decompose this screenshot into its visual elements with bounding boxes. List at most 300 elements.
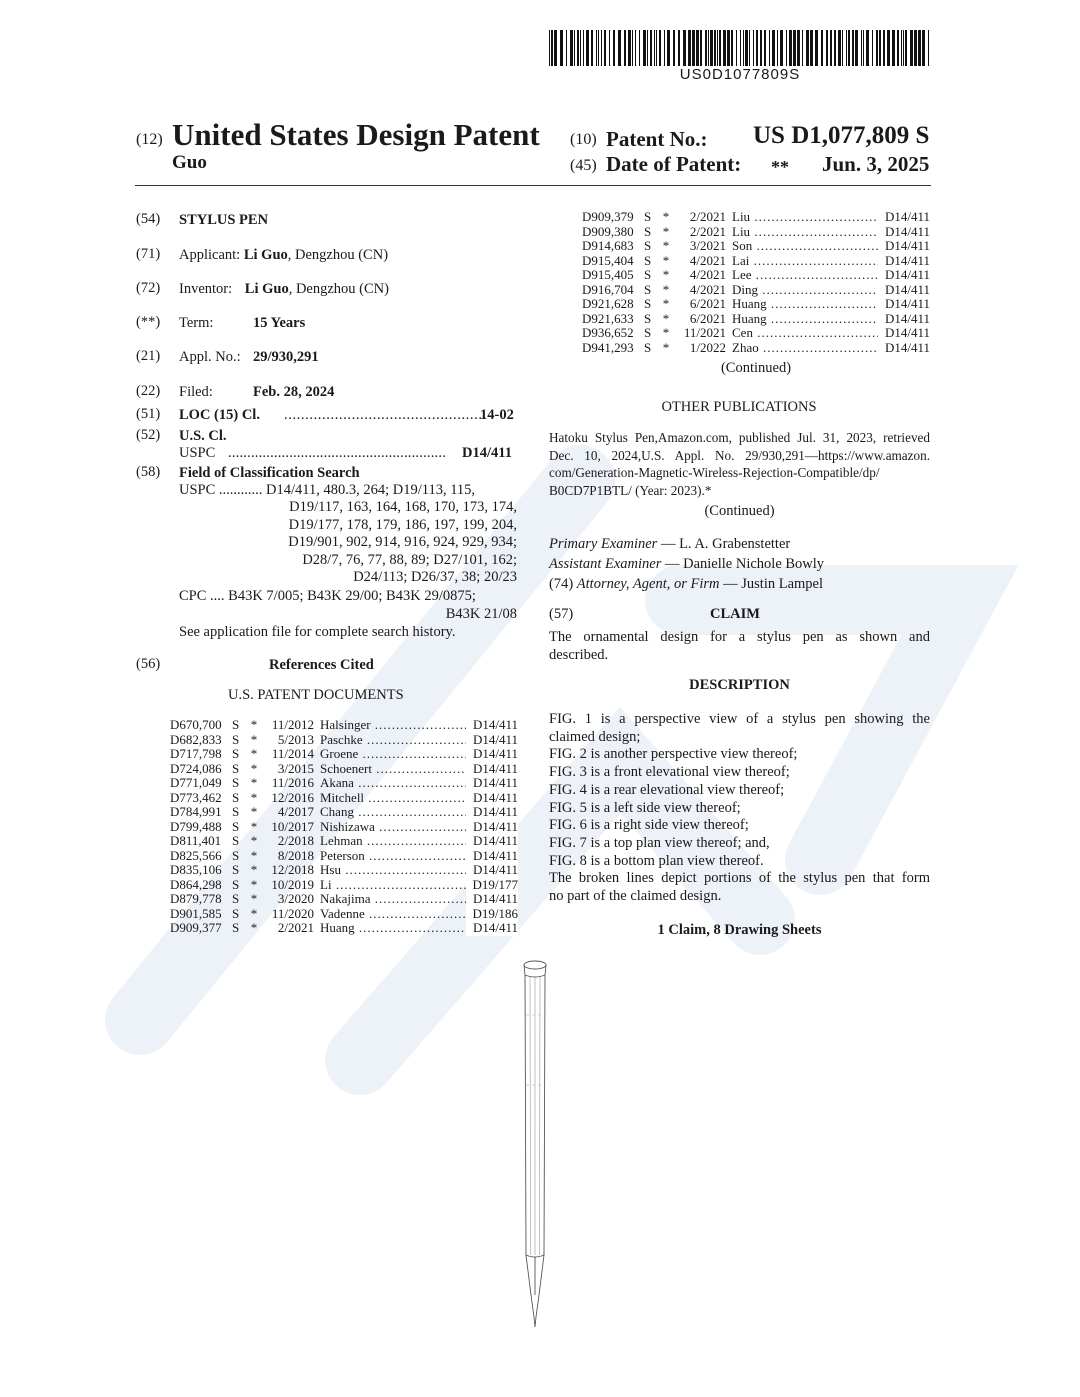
- reference-number: D682,833: [170, 731, 222, 747]
- reference-class: D14/411: [466, 718, 518, 733]
- reference-row: [170, 776, 518, 791]
- reference-cited-mark: *: [662, 223, 670, 239]
- reference-name: Nakajima .....: [320, 892, 466, 907]
- code-51: (51): [136, 406, 161, 422]
- reference-name: Hsu .....: [320, 863, 466, 878]
- barcode-bar: [650, 30, 652, 66]
- barcode-bar: [700, 30, 702, 66]
- reference-number: D915,404: [582, 252, 634, 268]
- reference-name: Mitchell .....: [320, 791, 466, 806]
- stylus-pen-drawing: [505, 955, 565, 1335]
- reference-number: D835,106: [170, 862, 222, 877]
- barcode-bar: [596, 30, 597, 66]
- barcode-bar: [601, 30, 602, 66]
- inventor-surname: Guo: [172, 152, 207, 173]
- assistant-examiner-label: Assistant Examiner: [549, 556, 662, 572]
- reference-date: 2/2021: [689, 209, 726, 224]
- barcode-bar: [727, 30, 730, 66]
- reference-row: [170, 820, 518, 835]
- reference-class: D14/411: [466, 776, 518, 791]
- title-of-design: STYLUS PEN: [179, 212, 269, 228]
- field-search-line: D28/7, 76, 77, 88, 89; D27/101, 162;: [302, 551, 517, 568]
- barcode-bar: [659, 30, 661, 66]
- reference-row: [170, 718, 518, 733]
- reference-cited-mark: *: [250, 804, 258, 819]
- barcode-bar: [772, 30, 775, 66]
- barcode-bar: [673, 30, 675, 66]
- barcode-bar: [664, 30, 665, 66]
- reference-number: D724,086: [170, 760, 222, 776]
- reference-name: Lai .....: [732, 254, 878, 269]
- reference-name: Son .....: [732, 239, 878, 254]
- reference-cited-mark: *: [662, 310, 670, 326]
- reference-date: 11/2021: [683, 325, 726, 340]
- reference-cited-mark: *: [662, 267, 670, 282]
- reference-number: D914,683: [582, 238, 634, 253]
- reference-kind: S: [644, 238, 652, 253]
- claim-text: [549, 629, 930, 664]
- reference-name: Paschke .....: [320, 733, 466, 748]
- reference-kind: S: [644, 310, 652, 326]
- reference-number: D773,462: [170, 789, 222, 805]
- barcode-bar: [848, 30, 850, 66]
- reference-name: Li .....: [320, 878, 466, 893]
- reference-kind: S: [232, 818, 240, 834]
- assistant-examiner-name: — Danielle Nichole Bowly: [661, 556, 825, 572]
- uspc-dots: .........................................................: [228, 445, 447, 461]
- uspc-value: D14/411: [462, 445, 512, 461]
- loc-dots: ................................................: [284, 407, 487, 423]
- reference-cited-mark: *: [662, 209, 670, 224]
- barcode-bar: [806, 30, 809, 66]
- barcode-bar: [745, 30, 748, 66]
- reference-class: D14/411: [466, 892, 518, 907]
- reference-kind: S: [232, 920, 240, 935]
- reference-class: D14/411: [878, 297, 930, 312]
- barcode-number: US0D1077809S: [679, 66, 801, 83]
- reference-date: 11/2016: [271, 775, 314, 790]
- reference-row: [582, 341, 930, 356]
- reference-number: D916,704: [582, 281, 634, 297]
- reference-name: Lehman .....: [320, 834, 466, 849]
- reference-row: [582, 268, 930, 283]
- barcode-bar: [777, 30, 778, 66]
- attorney-code: (74): [549, 576, 574, 592]
- reference-kind: S: [232, 862, 240, 877]
- appl-no-label: Appl. No.:: [179, 349, 241, 365]
- barcode-bar: [780, 30, 783, 66]
- reference-number: D921,633: [582, 310, 634, 326]
- reference-kind: S: [644, 296, 652, 311]
- reference-class: D14/411: [878, 341, 930, 356]
- barcode-bar: [656, 30, 657, 66]
- field-search-line: D19/117, 163, 164, 168, 170, 173, 174,: [289, 499, 517, 515]
- applicant-field: [179, 246, 388, 264]
- reference-date: 2/2018: [277, 833, 314, 848]
- pub-line: B0CD7P1BTL/ (Year: 2023).*: [549, 482, 712, 498]
- claim-line: described.: [549, 646, 609, 663]
- reference-date: 3/2021: [689, 238, 726, 253]
- continued-refs: (Continued): [720, 360, 792, 376]
- barcode-bar: [591, 30, 593, 66]
- reference-number: D811,401: [170, 833, 222, 848]
- barcode-bar: [643, 30, 646, 66]
- reference-kind: S: [644, 223, 652, 239]
- reference-cited-mark: *: [250, 760, 258, 776]
- reference-row: [582, 297, 930, 312]
- reference-number: D909,379: [582, 209, 634, 224]
- field-search-line: D19/901, 902, 914, 916, 924, 929, 934;: [288, 534, 517, 551]
- reference-class: D14/411: [878, 210, 930, 225]
- reference-row: [170, 834, 518, 849]
- reference-class: D14/411: [466, 820, 518, 835]
- reference-name: Huang .....: [732, 312, 878, 327]
- barcode-bar: [598, 30, 599, 66]
- reference-class: D19/186: [466, 907, 518, 922]
- reference-date: 11/2020: [271, 905, 314, 921]
- barcode-bar: [635, 30, 636, 66]
- date-mark: **: [771, 157, 789, 177]
- barcode-bar: [883, 30, 885, 66]
- reference-name: Groene .....: [320, 747, 466, 762]
- barcode-bar: [872, 30, 873, 66]
- filed-value: Feb. 28, 2024: [253, 384, 335, 400]
- reference-name: Akana .....: [320, 776, 466, 791]
- barcode-bar: [736, 30, 737, 66]
- barcode-bar: [815, 30, 818, 66]
- barcode-bar: [560, 30, 563, 66]
- barcode-bar: [574, 30, 575, 66]
- desc-line: claimed design;: [549, 728, 641, 745]
- reference-cited-mark: *: [662, 339, 670, 355]
- reference-kind: S: [232, 833, 240, 848]
- reference-row: [582, 210, 930, 225]
- primary-examiner-name: — L. A. Grabenstetter: [657, 536, 791, 552]
- barcode-bar: [826, 30, 828, 66]
- reference-name: Schoenert .....: [320, 762, 466, 777]
- barcode-bar: [580, 30, 581, 66]
- reference-name: Huang .....: [320, 921, 466, 936]
- reference-class: D14/411: [466, 733, 518, 748]
- barcode-bar: [647, 30, 648, 66]
- reference-cited-mark: *: [250, 717, 258, 732]
- code-57: (57): [549, 606, 574, 622]
- reference-date: 10/2019: [271, 876, 314, 892]
- reference-cited-mark: *: [250, 731, 258, 747]
- applicant-location: , Dengzhou (CN): [287, 247, 389, 263]
- date-of-patent-label: Date of Patent:: [606, 152, 742, 176]
- reference-number: D864,298: [170, 876, 222, 892]
- pub-line: Hatoku Stylus Pen,Amazon.com, published Jul. 31, 2023, retrieved: [549, 430, 930, 445]
- reference-cited-mark: *: [662, 252, 670, 268]
- barcode-bar: [683, 30, 686, 66]
- reference-name: Zhao .....: [732, 341, 878, 356]
- reference-row: [582, 254, 930, 269]
- desc-line: FIG. 1 is a perspective view of a stylus pen showing the: [549, 711, 930, 727]
- loc-value: 14-02: [480, 407, 514, 423]
- code-10: (10): [570, 131, 597, 148]
- header-divider: [135, 185, 931, 186]
- field-search-uspc: USPC ............ D14/411, 480.3, 264; D19/113, 115,: [179, 482, 476, 498]
- description-title: DESCRIPTION: [689, 677, 790, 693]
- reference-class: D19/177: [466, 878, 518, 893]
- barcode-bar: [789, 30, 792, 66]
- reference-date: 3/2015: [277, 760, 314, 776]
- barcode-bar: [628, 30, 631, 66]
- term-value: 15 Years: [253, 315, 306, 331]
- right-reference-list: [582, 210, 930, 355]
- field-search-lines: [200, 499, 517, 587]
- barcode-bar: [740, 30, 741, 66]
- filed-label: Filed:: [179, 384, 213, 400]
- reference-name: Vadenne .....: [320, 907, 466, 922]
- code-22: (22): [136, 383, 161, 399]
- references-cited-label: References Cited: [269, 657, 374, 673]
- barcode-bar: [769, 30, 770, 66]
- reference-number: D879,778: [170, 891, 222, 906]
- date-of-patent: Jun. 3, 2025: [822, 152, 930, 176]
- reference-date: 4/2021: [689, 267, 726, 282]
- reference-cited-mark: *: [662, 296, 670, 311]
- barcode-bar: [887, 30, 890, 66]
- field-search-line: D19/177, 178, 179, 186, 197, 199, 204,: [288, 516, 517, 533]
- barcode-bar: [903, 30, 904, 66]
- desc-line: FIG. 7 is a top plan view thereof; and,: [549, 834, 770, 851]
- desc-line: FIG. 4 is a rear elevational view thereof;: [549, 781, 785, 798]
- barcode-bar: [866, 30, 869, 66]
- reference-cited-mark: *: [250, 775, 258, 790]
- reference-kind: S: [232, 847, 240, 863]
- reference-kind: S: [232, 804, 240, 819]
- barcode-bar: [696, 30, 699, 66]
- reference-class: D14/411: [466, 747, 518, 762]
- desc-line: FIG. 8 is a bottom plan view thereof.: [549, 852, 764, 869]
- reference-cited-mark: *: [250, 746, 258, 761]
- claims-and-sheets: 1 Claim, 8 Drawing Sheets: [657, 922, 822, 938]
- reference-cited-mark: *: [250, 847, 258, 863]
- desc-line: The broken lines depict portions of the stylus pen that form: [549, 870, 930, 887]
- applicant-name: Li Guo: [243, 247, 288, 263]
- barcode-bar: [678, 30, 680, 66]
- barcode-bar: [613, 30, 615, 66]
- barcode-bar: [692, 30, 695, 66]
- patent-number: US D1,077,809 S: [753, 122, 930, 149]
- reference-class: D14/411: [466, 791, 518, 806]
- barcode-bar: [639, 30, 640, 66]
- reference-number: D784,991: [170, 804, 222, 819]
- reference-row: [170, 878, 518, 893]
- inventor-label: Inventor:: [179, 281, 233, 297]
- reference-date: 1/2022: [689, 339, 726, 355]
- desc-line: no part of the claimed design.: [549, 888, 722, 905]
- reference-name: Liu .....: [732, 210, 878, 225]
- us-patent-documents-label: U.S. PATENT DOCUMENTS: [228, 687, 404, 703]
- reference-row: [170, 907, 518, 922]
- attorney-label: Attorney, Agent, or Firm: [576, 576, 720, 592]
- reference-kind: S: [644, 339, 652, 355]
- barcode-bar: [764, 30, 766, 66]
- reference-row: [582, 312, 930, 327]
- pub-line: com/Generation-Magnetic-Wireless-Rejection-Compatible/dp/: [549, 465, 880, 481]
- field-search-line: D24/113; D26/37, 38; 20/23: [353, 569, 517, 586]
- reference-class: D14/411: [878, 225, 930, 240]
- barcode-bar: [688, 30, 691, 66]
- reference-number: D717,798: [170, 746, 222, 761]
- pub-line: Dec. 10, 2024,U.S. Appl. No. 29/930,291—https://www.amazon.: [549, 447, 930, 463]
- barcode-bar: [624, 30, 626, 66]
- code-21: (21): [136, 348, 161, 364]
- barcode-bar: [914, 30, 917, 66]
- barcode-bar: [802, 30, 803, 66]
- appl-no-value: 29/930,291: [253, 349, 319, 365]
- barcode-bar: [705, 30, 707, 66]
- barcode-bar: [710, 30, 713, 66]
- barcode-bar: [551, 30, 553, 66]
- barcode-bar: [897, 30, 899, 66]
- barcode-bar: [577, 30, 579, 66]
- reference-name: Liu .....: [732, 225, 878, 240]
- reference-date: 6/2021: [689, 296, 726, 311]
- reference-kind: S: [232, 876, 240, 892]
- barcode-bar: [714, 30, 716, 66]
- barcode-bar: [609, 30, 610, 66]
- us-cl-label: U.S. Cl.: [179, 428, 227, 444]
- reference-kind: S: [232, 746, 240, 761]
- barcode-bar: [753, 30, 754, 66]
- inventor-field: [179, 280, 389, 298]
- reference-class: D14/411: [878, 326, 930, 341]
- applicant-label: Applicant:: [179, 247, 241, 263]
- barcode-bar: [654, 30, 655, 66]
- desc-line: FIG. 2 is another perspective view thereof;: [549, 746, 798, 763]
- barcode-bar: [793, 30, 796, 66]
- code-term: (**): [136, 314, 161, 330]
- reference-date: 10/2017: [271, 818, 314, 834]
- reference-date: 3/2020: [277, 891, 314, 906]
- reference-kind: S: [232, 891, 240, 906]
- desc-line: FIG. 6 is a right side view thereof;: [549, 817, 749, 834]
- barcode-bar: [586, 30, 589, 66]
- uspc-label: USPC: [179, 445, 216, 461]
- reference-kind: S: [644, 252, 652, 268]
- reference-number: D909,380: [582, 223, 634, 239]
- barcode: [549, 30, 931, 66]
- barcode-bar: [786, 30, 787, 66]
- reference-class: D14/411: [878, 283, 930, 298]
- field-search-label: Field of Classification Search: [179, 465, 360, 481]
- reference-class: D14/411: [466, 921, 518, 936]
- reference-date: 11/2014: [271, 746, 314, 761]
- reference-cited-mark: *: [662, 281, 670, 297]
- other-publications-title: OTHER PUBLICATIONS: [661, 399, 817, 415]
- continued-pubs: (Continued): [704, 503, 775, 519]
- reference-class: D14/411: [466, 834, 518, 849]
- barcode-bar: [604, 30, 606, 66]
- reference-kind: S: [232, 760, 240, 776]
- reference-date: 4/2021: [689, 252, 726, 268]
- barcode-bar: [667, 30, 670, 66]
- reference-row: [170, 892, 518, 907]
- barcode-bar: [566, 30, 567, 66]
- reference-cited-mark: *: [250, 905, 258, 921]
- barcode-bar: [749, 30, 750, 66]
- inventor-name: Li Guo: [244, 281, 289, 297]
- loc-label: LOC (15) Cl.: [179, 407, 260, 423]
- barcode-bar: [756, 30, 758, 66]
- barcode-bar: [810, 30, 813, 66]
- reference-class: D14/411: [878, 268, 930, 283]
- barcode-bar: [928, 30, 929, 66]
- reference-class: D14/411: [878, 254, 930, 269]
- barcode-bar: [918, 30, 921, 66]
- term-label: Term:: [179, 315, 214, 331]
- reference-row: [582, 283, 930, 298]
- reference-row: [170, 762, 518, 777]
- barcode-bar: [876, 30, 878, 66]
- reference-date: 5/2013: [277, 731, 314, 747]
- code-52: (52): [136, 427, 161, 443]
- reference-number: D936,652: [582, 325, 634, 340]
- other-publications-text: [549, 429, 930, 499]
- barcode-bar: [922, 30, 925, 66]
- reference-row: [170, 863, 518, 878]
- reference-kind: S: [232, 717, 240, 732]
- assistant-examiner: [549, 555, 824, 573]
- reference-cited-mark: *: [250, 789, 258, 805]
- reference-cited-mark: *: [250, 876, 258, 892]
- reference-date: 2/2021: [277, 920, 314, 935]
- reference-row: [170, 733, 518, 748]
- primary-examiner-label: Primary Examiner: [549, 536, 658, 552]
- reference-date: 8/2018: [277, 847, 314, 863]
- barcode-bar: [846, 30, 847, 66]
- reference-number: D799,488: [170, 818, 222, 834]
- reference-date: 12/2018: [271, 862, 314, 877]
- reference-kind: S: [644, 281, 652, 297]
- reference-name: Peterson .....: [320, 849, 466, 864]
- barcode-bar: [905, 30, 907, 66]
- barcode-bar: [879, 30, 881, 66]
- reference-number: D771,049: [170, 775, 222, 790]
- reference-name: Cen .....: [732, 326, 878, 341]
- attorney: [549, 575, 823, 593]
- reference-kind: S: [232, 731, 240, 747]
- barcode-bar: [834, 30, 836, 66]
- barcode-bar: [618, 30, 621, 66]
- reference-kind: S: [232, 905, 240, 921]
- reference-cited-mark: *: [662, 238, 670, 253]
- reference-number: D921,628: [582, 296, 634, 311]
- reference-class: D14/411: [878, 239, 930, 254]
- reference-date: 6/2021: [689, 310, 726, 326]
- code-71: (71): [136, 246, 161, 262]
- attorney-name: — Justin Lampel: [719, 576, 824, 592]
- barcode-bar: [852, 30, 854, 66]
- reference-name: Halsinger .....: [320, 718, 466, 733]
- cpc-last: B43K 21/08: [445, 606, 517, 622]
- reference-kind: S: [232, 789, 240, 805]
- reference-date: 12/2016: [271, 789, 314, 805]
- patent-no-label: Patent No.:: [606, 127, 708, 151]
- code-56: (56): [136, 656, 161, 672]
- desc-line: FIG. 5 is a left side view thereof;: [549, 799, 741, 816]
- reference-date: 4/2021: [689, 281, 726, 297]
- claim-title: CLAIM: [710, 606, 760, 622]
- inventor-location: , Dengzhou (CN): [288, 281, 389, 297]
- reference-row: [170, 921, 518, 936]
- reference-name: Chang .....: [320, 805, 466, 820]
- reference-class: D14/411: [466, 849, 518, 864]
